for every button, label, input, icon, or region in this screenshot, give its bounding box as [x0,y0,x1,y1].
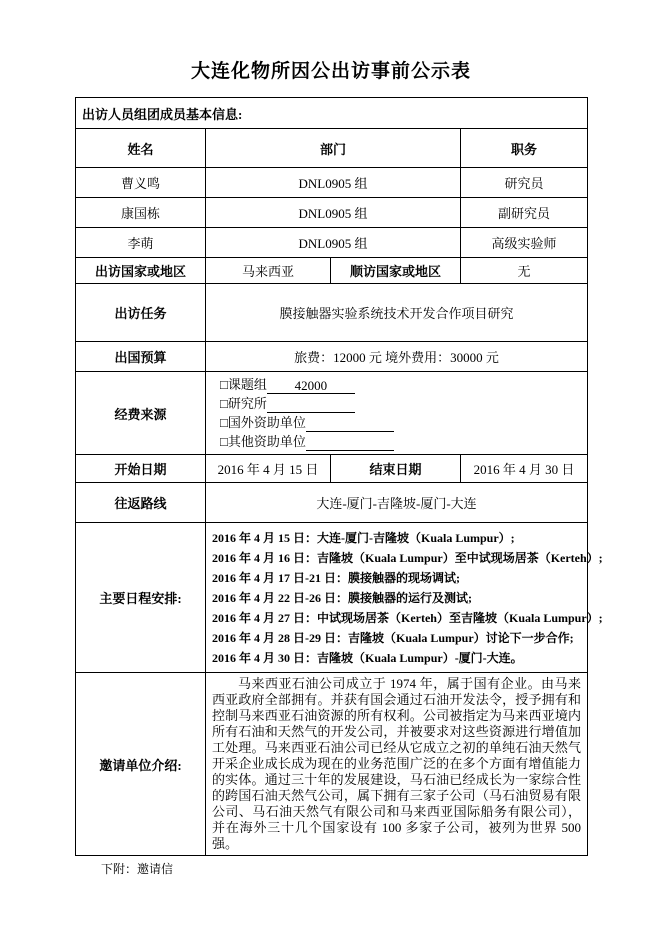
itinerary-label: 主要日程安排: [76,523,206,673]
host-row [76,673,588,856]
member-name: 李萌 [76,228,206,258]
section-header: 出访人员组团成员基本信息: [76,98,588,129]
member-row [76,198,588,228]
form-table [75,97,603,856]
task-value: 膜接触器实验系统技术开发合作项目研究 [206,284,588,342]
task-row [76,284,588,342]
member-name: 曹义鸣 [76,168,206,198]
member-row [76,168,588,198]
funding-label: 经费来源 [76,372,206,455]
page-title: 大连化物所因公出访事前公示表 [190,61,471,82]
checkbox-icon: □ [220,434,228,449]
funding-option-label: 课题组 [227,377,267,392]
itinerary-line: 2016 年 4 月 22 日-26 日：膜接触器的运行及测试; [212,590,472,605]
secondary-destination-value: 无 [461,258,588,284]
funding-option [220,375,581,394]
funding-option-amount [306,450,394,451]
itinerary-line: 2016 年 4 月 15 日：大连-厦门-吉隆坡（Kuala Lumpur）; [212,530,515,545]
end-date-label: 结束日期 [331,455,461,483]
footer-note: 下附：邀请信 [101,862,174,876]
col-header-title: 职务 [461,129,588,168]
funding-option-amount: 42000 [267,379,355,394]
start-date-value: 2016 年 4 月 15 日 [206,455,331,483]
route-label: 往返路线 [76,483,206,523]
member-row [76,228,588,258]
member-dept: DNL0905 组 [206,228,461,258]
funding-option-label: 国外资助单位 [227,415,306,430]
start-date-label: 开始日期 [76,455,206,483]
funding-option-label: 其他资助单位 [227,434,306,449]
budget-value: 旅费：12000 元 境外费用：30000 元 [206,342,588,372]
funding-option [220,394,581,413]
itinerary-line: 2016 年 4 月 17 日-21 日：膜接触器的现场调试; [212,570,460,585]
section-header-row [76,98,588,129]
task-label: 出访任务 [76,284,206,342]
secondary-destination-label: 顺访国家或地区 [331,258,461,284]
funding-row [76,372,588,455]
budget-label: 出国预算 [76,342,206,372]
destination-value: 马来西亚 [206,258,331,284]
budget-row [76,342,588,372]
checkbox-icon: □ [220,377,228,392]
itinerary-line: 2016 年 4 月 28 日-29 日：吉隆坡（Kuala Lumpur）讨论下一步合作; [212,630,574,645]
funding-option-label: 研究所 [227,396,267,411]
host-label: 邀请单位介绍: [76,673,206,856]
col-header-name: 姓名 [76,129,206,168]
member-title: 高级实验师 [461,228,588,258]
funding-option [220,432,581,451]
funding-options [212,375,581,451]
route-row [76,483,588,523]
dates-row [76,455,588,483]
itinerary-line: 2016 年 4 月 30 日：吉隆坡（Kuala Lumpur）-厦门-大连。 [212,650,523,665]
end-date-value: 2016 年 4 月 30 日 [461,455,588,483]
col-header-dept: 部门 [206,129,461,168]
members-header-row [76,129,588,168]
route-value: 大连-厦门-吉隆坡-厦门-大连 [206,483,588,523]
host-description: 马来西亚石油公司成立于 1974 年，属于国有企业。由马来西亚政府全部拥有。并获有国会通过石油开发法令，授予拥有和控制马来西亚石油资源的所有权利。公司被指定为马来西亚境内所有石油和天然气的开发公司，并被要求对这些资源进行增值加工处理。马来西亚石油公司已经从它成立之初的单纯石油天然气开采企业成长成为现在的业务范围广泛的在多个方面有增值能力的实体。通过三十年的发展建设，马石油已经成长为一家综合性的跨国石油天然气公司，属下拥有三家子公司（马石油贸易有限公司、马石油天然气有限公司和马来西亚国际船务有限公司），并在海外三十几个国家设有 100 多家子公司，被列为世界 500 强。 [212,676,582,851]
member-name: 康国栋 [76,198,206,228]
member-dept: DNL0905 组 [206,198,461,228]
member-title: 副研究员 [461,198,588,228]
destination-label: 出访国家或地区 [76,258,206,284]
itinerary-row [76,523,588,673]
member-dept: DNL0905 组 [206,168,461,198]
checkbox-icon: □ [220,396,228,411]
itinerary-line: 2016 年 4 月 27 日：中试现场居茶（Kerteh）至吉隆坡（Kuala Lumpur）; [212,610,603,625]
funding-option [220,413,581,432]
itinerary-line: 2016 年 4 月 16 日：吉隆坡（Kuala Lumpur）至中试现场居茶（Kerteh）; [212,550,603,565]
member-title: 研究员 [461,168,588,198]
destination-row [76,258,588,284]
checkbox-icon: □ [220,415,228,430]
